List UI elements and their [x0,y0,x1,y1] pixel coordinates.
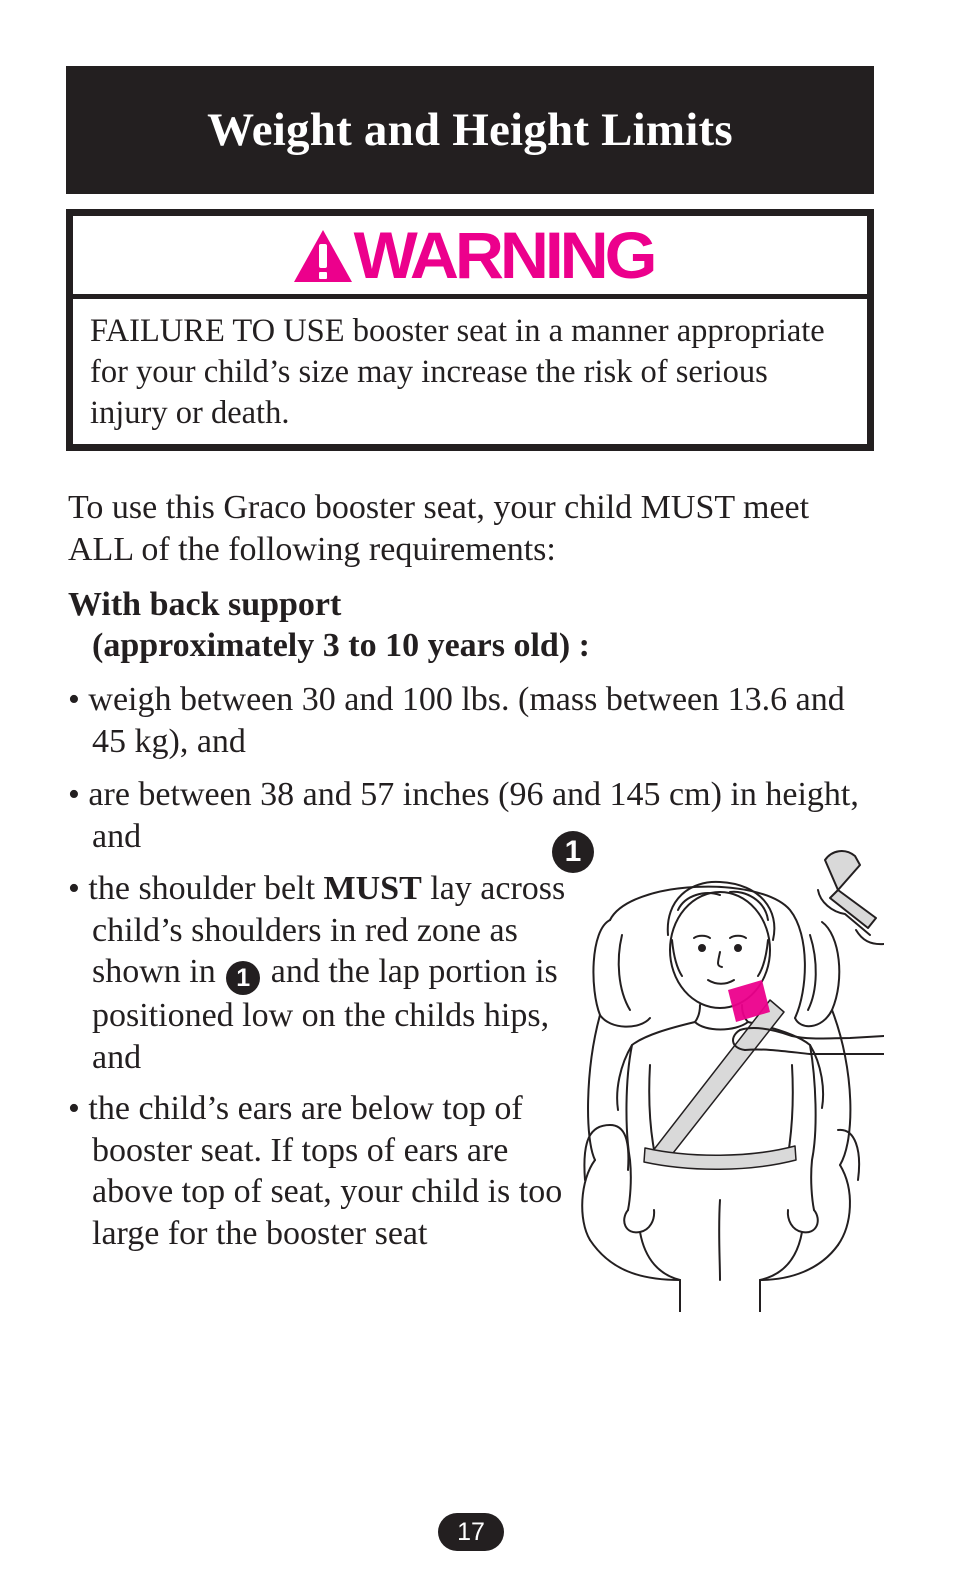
bullet-emphasis: MUST [323,870,422,907]
intro-paragraph: To use this Graco booster seat, your child MUST meet ALL of the following requirements: [68,489,810,568]
page-number: 17 [438,1513,504,1551]
section-heading-line1: With back support [68,586,342,623]
warning-label: WARNING [353,218,653,292]
section-heading [68,584,868,666]
requirement-bullet-ears: • the child’s ears are below top of booster seat. If tops of ears are above top of seat, your child is too large for the booster seat [68,1090,563,1252]
bullet-text: are between 38 and 57 inches (96 and 145 cm) in height, and [88,776,859,855]
bullet-text-post: and the lap portion is positioned low on the childs hips, and [92,953,558,1076]
section-heading-line2: (approximately 3 to 10 years old) : [92,627,590,664]
bullet-text-pre: the shoulder belt [88,870,324,907]
warning-header [73,216,867,294]
child-in-booster-seat-illustration [570,840,884,1312]
bullet-text-mid: lay across child’s shoulders in red zone as shown in [92,870,566,990]
figure-number-badge: 1 [552,831,594,873]
figure-reference-badge: 1 [226,961,260,995]
requirement-bullet-shoulder-belt: • the shoulder belt MUST lay across child’s shoulders in red zone as shown in 1 and the lap portion is positioned low on the childs hips, and [68,870,566,1076]
page-title: Weight and Height Limits [207,104,733,156]
warning-box [66,209,874,451]
warning-triangle-icon [292,228,354,284]
bullet-text: weigh between 30 and 100 lbs. (mass between 13.6 and 45 kg), and [88,681,845,760]
warning-body [73,294,867,444]
bullet-text: the child’s ears are below top of booster seat. If tops of ears are above top of seat, your child is too large for the booster seat [88,1090,563,1252]
page-title-bar [66,66,874,194]
warning-text: FAILURE TO USE booster seat in a manner appropriate for your child’s size may increase the risk of serious injury or death. [90,313,825,431]
requirement-bullet-height: • are between 38 and 57 inches (96 and 145 cm) in height, and [68,776,859,855]
requirement-bullet-weight: • weigh between 30 and 100 lbs. (mass between 13.6 and 45 kg), and [68,681,845,760]
